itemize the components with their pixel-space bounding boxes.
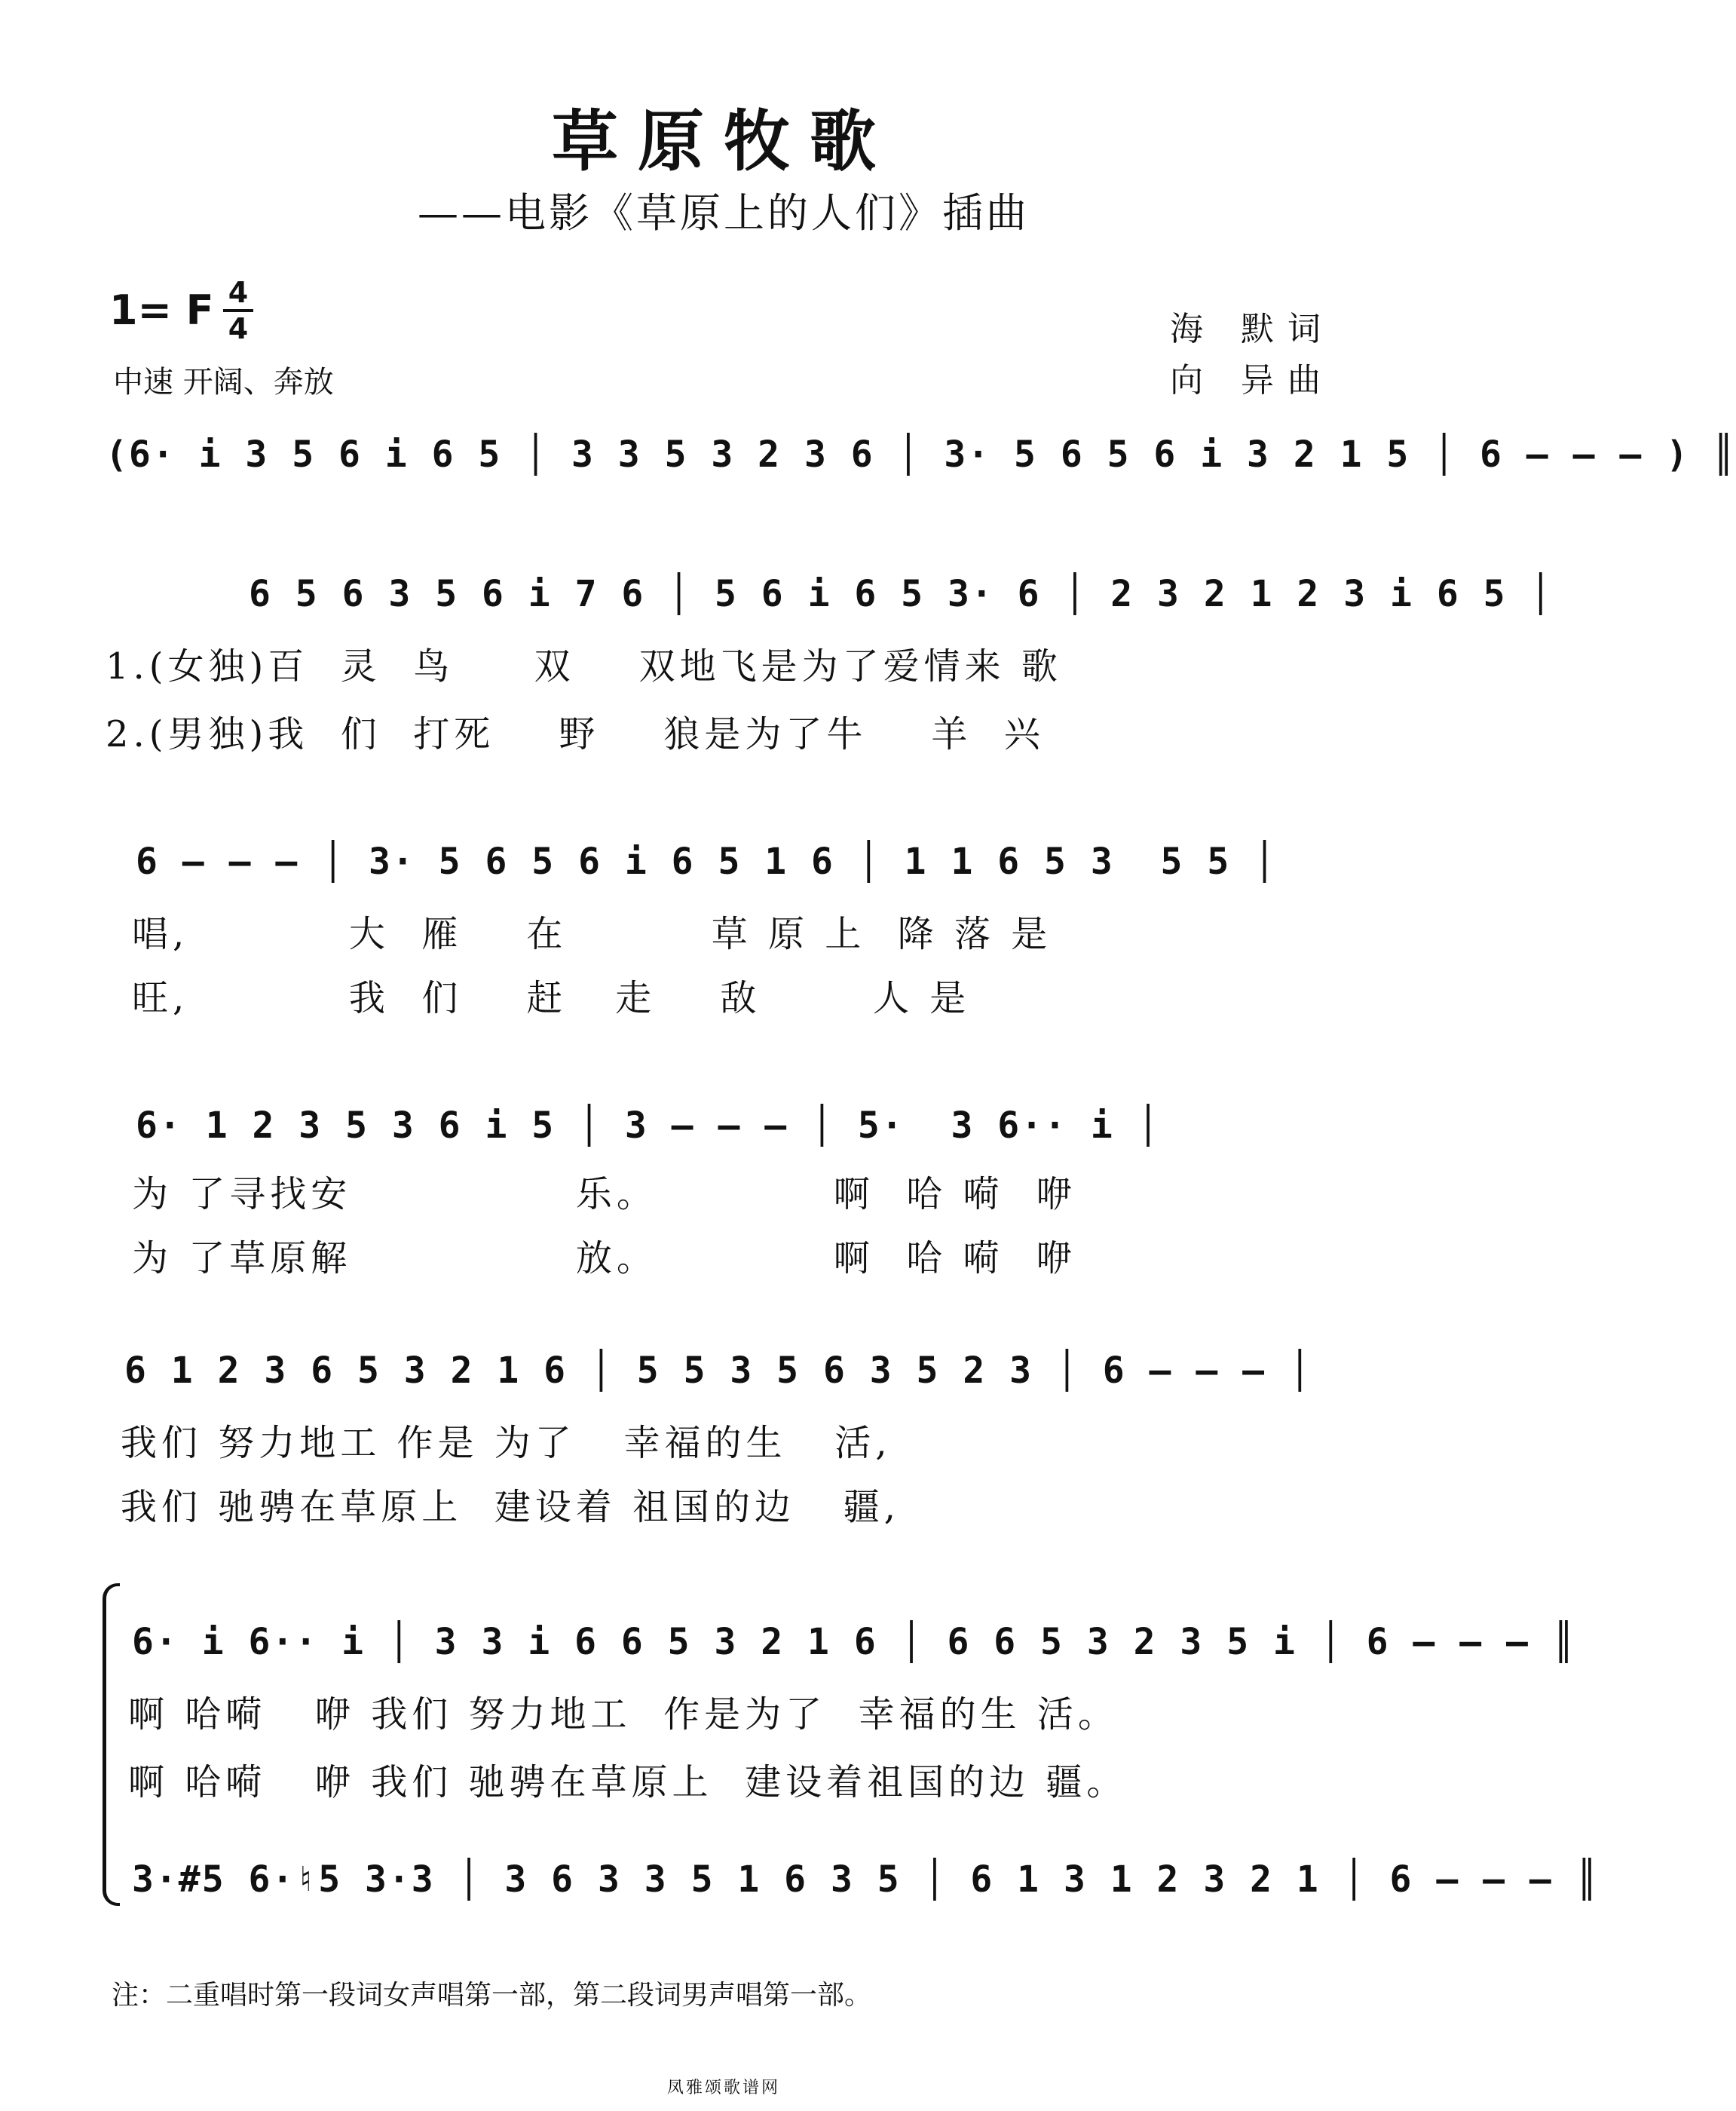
- tempo-marking: 中速 开阔、奔放: [113, 365, 334, 400]
- line3-lyrics-verse2: 为 了草原解 放。 啊 哈 嗬 咿: [132, 1237, 1076, 1279]
- line2-lyrics-verse1: 唱, 大 雁 在 草 原 上 降 落 是: [132, 913, 1052, 955]
- key-signature: 1= F: [109, 286, 214, 334]
- line5-notes: 6· i 6·· i │ 3 3 i 6 6 5 3 2 1 6 │ 6 6 5 3 2 3 5 i │ 6 – – – ║: [132, 1621, 1576, 1663]
- line2-lyrics-verse2: 旺, 我 们 赶 走 敌 人 是: [132, 977, 971, 1019]
- line4-lyrics-verse1: 我们 努力地工 作是 为了 幸福的生 活,: [121, 1422, 892, 1464]
- source-footer: 凤雅颂歌谱网: [666, 2079, 780, 2097]
- line2-notes: 6 – – – │ 3· 5 6 5 6 i 6 5 1 6 │ 1 1 6 5 3 5 5 │: [136, 841, 1278, 883]
- line5-lyrics-verse2: 啊 哈嗬 咿 我们 驰骋在草原上 建设着祖国的边 疆。: [128, 1761, 1128, 1803]
- time-signature: [223, 277, 253, 344]
- line4-lyrics-verse2: 我们 驰骋在草原上 建设着 祖国的边 疆,: [121, 1486, 901, 1528]
- line4-notes: 6 1 2 3 6 5 3 2 1 6 │ 5 5 3 5 6 3 5 2 3 │ 6 – – – │: [124, 1350, 1312, 1392]
- time-sig-top: 4: [228, 276, 249, 309]
- time-sig-bottom: 4: [228, 312, 249, 345]
- song-subtitle: ——电影《草原上的人们》插曲: [418, 189, 1030, 237]
- line1-lyrics-verse2: 2.(男独)我 们 打死 野 狼是为了牛 羊 兴: [106, 713, 1045, 755]
- line1-lyrics-verse1: 1.(女独)百 灵 鸟 双 双地飞是为了爱情来 歌: [106, 645, 1062, 688]
- composer-credit: 向 异曲: [1170, 361, 1334, 400]
- line6-notes-second-part: 3·#5 6·♮5 3·3 │ 3 6 3 3 5 1 6 3 5 │ 6 1 3 1 2 3 2 1 │ 6 – – – ║: [132, 1858, 1600, 1901]
- performance-note: 注：二重唱时第一段词女声唱第一部，第二段词男声唱第一部。: [112, 1980, 872, 2011]
- line1-notes: 6 5 6 3 5 6 i 7 6 │ 5 6 i 6 5 3· 6 │ 2 3 2 1 2 3 i 6 5 │: [249, 573, 1554, 615]
- system-brace: [103, 1583, 120, 1906]
- intro-notes: (6· i 3 5 6 i 6 5 │ 3 3 5 3 2 3 6 │ 3· 5 6 5 6 i 3 2 1 5 │ 6 – – – ) ║: [106, 434, 1736, 476]
- line3-notes: 6· 1 2 3 5 3 6 i 5 │ 3 – – – │ 5· 3 6·· i │: [136, 1105, 1161, 1147]
- line5-lyrics-verse1: 啊 哈嗬 咿 我们 努力地工 作是为了 幸福的生 活。: [128, 1693, 1119, 1736]
- lyricist-credit: 海 默词: [1170, 310, 1334, 348]
- line3-lyrics-verse1: 为 了寻找安 乐。 啊 哈 嗬 咿: [132, 1173, 1076, 1215]
- song-title: 草原牧歌: [551, 102, 896, 180]
